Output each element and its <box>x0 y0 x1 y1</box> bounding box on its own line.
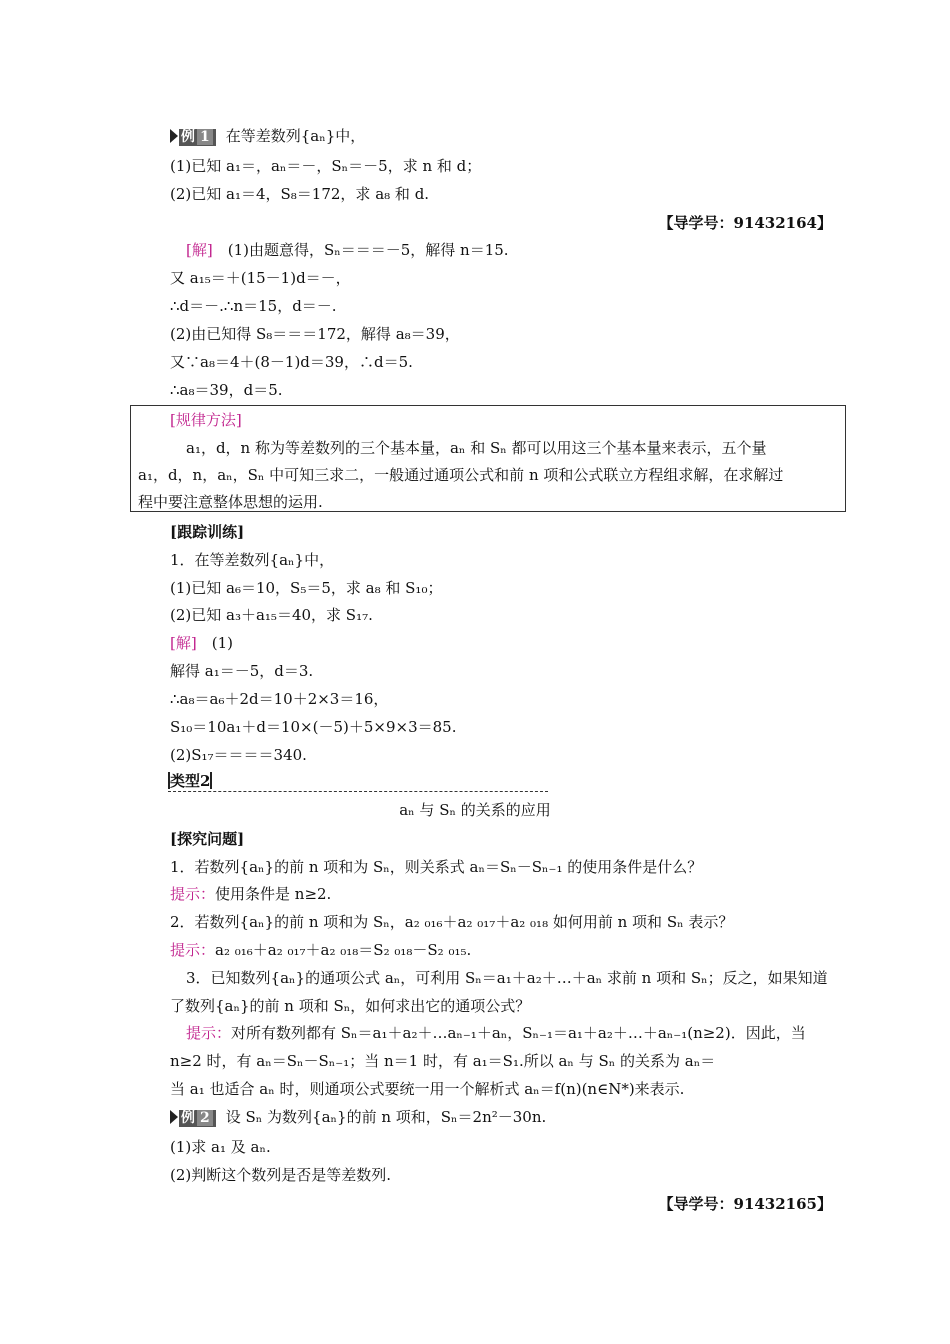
practice-question: 1．在等差数列{aₙ}中， <box>170 551 335 569</box>
practice-solution-line: S₁₀＝10a₁＋d＝10×(－5)＋5×9×3＝85. <box>170 718 457 736</box>
solution-label: [解] <box>186 241 213 259</box>
example-question-2: (2)判断这个数列是否是等差数列. <box>170 1166 392 1184</box>
triangle-icon <box>170 1110 178 1124</box>
example-question-1: (1)已知 a₁＝，aₙ＝－，Sₙ＝－5，求 n 和 d； <box>170 157 482 175</box>
hint-line: 提示：a₂ ₀₁₆＋a₂ ₀₁₇＋a₂ ₀₁₈＝S₂ ₀₁₈－S₂ ₀₁₅. <box>170 941 472 959</box>
hint-line: 提示：使用条件是 n≥2. <box>170 885 332 903</box>
solution-line: (2)由已知得 S₈＝＝＝172，解得 a₈＝39， <box>170 325 460 343</box>
type-2-label: 类型2 <box>170 772 211 790</box>
explore-question-3-cont: 了数列{aₙ}的前 n 项和 Sₙ，如何求出它的通项公式？ <box>170 997 531 1015</box>
practice-question-1: (1)已知 a₆＝10，S₅＝5，求 a₈ 和 S₁₀； <box>170 579 443 597</box>
method-line: a₁，d，n，aₙ，Sₙ 中可知三求二，一般通过通项公式和前 n 项和公式联立方程组求解，在求解过 <box>138 466 784 484</box>
practice-solution-line: 解得 a₁＝－5，d＝3. <box>170 662 314 680</box>
example-1-header <box>170 126 365 146</box>
practice-solution-line: [解] (1) <box>170 634 233 652</box>
solution-line: [解] (1)由题意得，Sₙ＝＝＝－5，解得 n＝15. <box>186 241 509 259</box>
explore-title: [探究问题] <box>170 830 245 848</box>
solution-line: 又 a₁₅＝＋(15－1)d＝－， <box>170 269 351 287</box>
practice-question-2: (2)已知 a₃＋a₁₅＝40，求 S₁₇. <box>170 606 373 624</box>
method-title: [规律方法] <box>170 411 242 429</box>
hint-line: 提示：对所有数列都有 Sₙ＝a₁＋a₂＋…aₙ₋₁＋aₙ，Sₙ₋₁＝a₁＋a₂＋…＋aₙ₋₁(n≥2)．因此，当 <box>186 1024 806 1042</box>
example-intro: 设 Sₙ 为数列{aₙ}的前 n 项和，Sₙ＝2n²－30n. <box>225 1108 547 1126</box>
section-title: aₙ 与 Sₙ 的关系的应用 <box>399 801 551 819</box>
practice-solution-line: ∴a₈＝a₆＋2d＝10＋2×3＝16， <box>170 690 389 708</box>
solution-line: ∴d＝－.∴n＝15，d＝－. <box>170 297 337 315</box>
solution-line: 又∵a₈＝4＋(8－1)d＝39，∴d＝5. <box>170 353 413 371</box>
explore-question-3: 3．已知数列{aₙ}的通项公式 aₙ，可利用 Sₙ＝a₁＋a₂＋…＋aₙ 求前 n 项和 Sₙ；反之，如果知道 <box>186 969 828 987</box>
example-intro: 在等差数列{aₙ}中， <box>225 127 366 145</box>
example-question-1: (1)求 a₁ 及 aₙ. <box>170 1138 271 1156</box>
explore-question-2: 2．若数列{aₙ}的前 n 项和为 Sₙ，a₂ ₀₁₆＋a₂ ₀₁₇＋a₂ ₀₁₈ 如何用前 n 项和 Sₙ 表示？ <box>170 913 734 931</box>
example-tag: 例 1 <box>179 129 216 146</box>
reference-number: 【导学号：91432164】 <box>658 214 832 232</box>
reference-number: 【导学号：91432165】 <box>658 1195 832 1213</box>
example-2-header <box>170 1107 546 1127</box>
hint-line-cont: 当 a₁ 也适合 aₙ 时，则通项公式要统一用一个解析式 aₙ＝f(n)(n∈N*)来表示. <box>170 1080 685 1098</box>
dashed-divider <box>168 791 548 792</box>
method-line: 程中要注意整体思想的运用. <box>138 493 323 511</box>
example-question-2: (2)已知 a₁＝4，S₈＝172，求 a₈ 和 d. <box>170 185 430 203</box>
method-line: a₁，d，n 称为等差数列的三个基本量，aₙ 和 Sₙ 都可以用这三个基本量来表示，五个量 <box>186 439 767 457</box>
hint-line-cont: n≥2 时，有 aₙ＝Sₙ－Sₙ₋₁；当 n＝1 时，有 a₁＝S₁.所以 aₙ 与 Sₙ 的关系为 aₙ＝ <box>170 1052 716 1070</box>
example-tag: 例 2 <box>179 1110 216 1127</box>
explore-question-1: 1．若数列{aₙ}的前 n 项和为 Sₙ，则关系式 aₙ＝Sₙ－Sₙ₋₁ 的使用条件是什么？ <box>170 858 703 876</box>
practice-title: [跟踪训练] <box>170 523 245 541</box>
triangle-icon <box>170 129 178 143</box>
solution-line: ∴a₈＝39，d＝5. <box>170 381 283 399</box>
practice-solution-line: (2)S₁₇＝＝＝＝340. <box>170 746 307 764</box>
